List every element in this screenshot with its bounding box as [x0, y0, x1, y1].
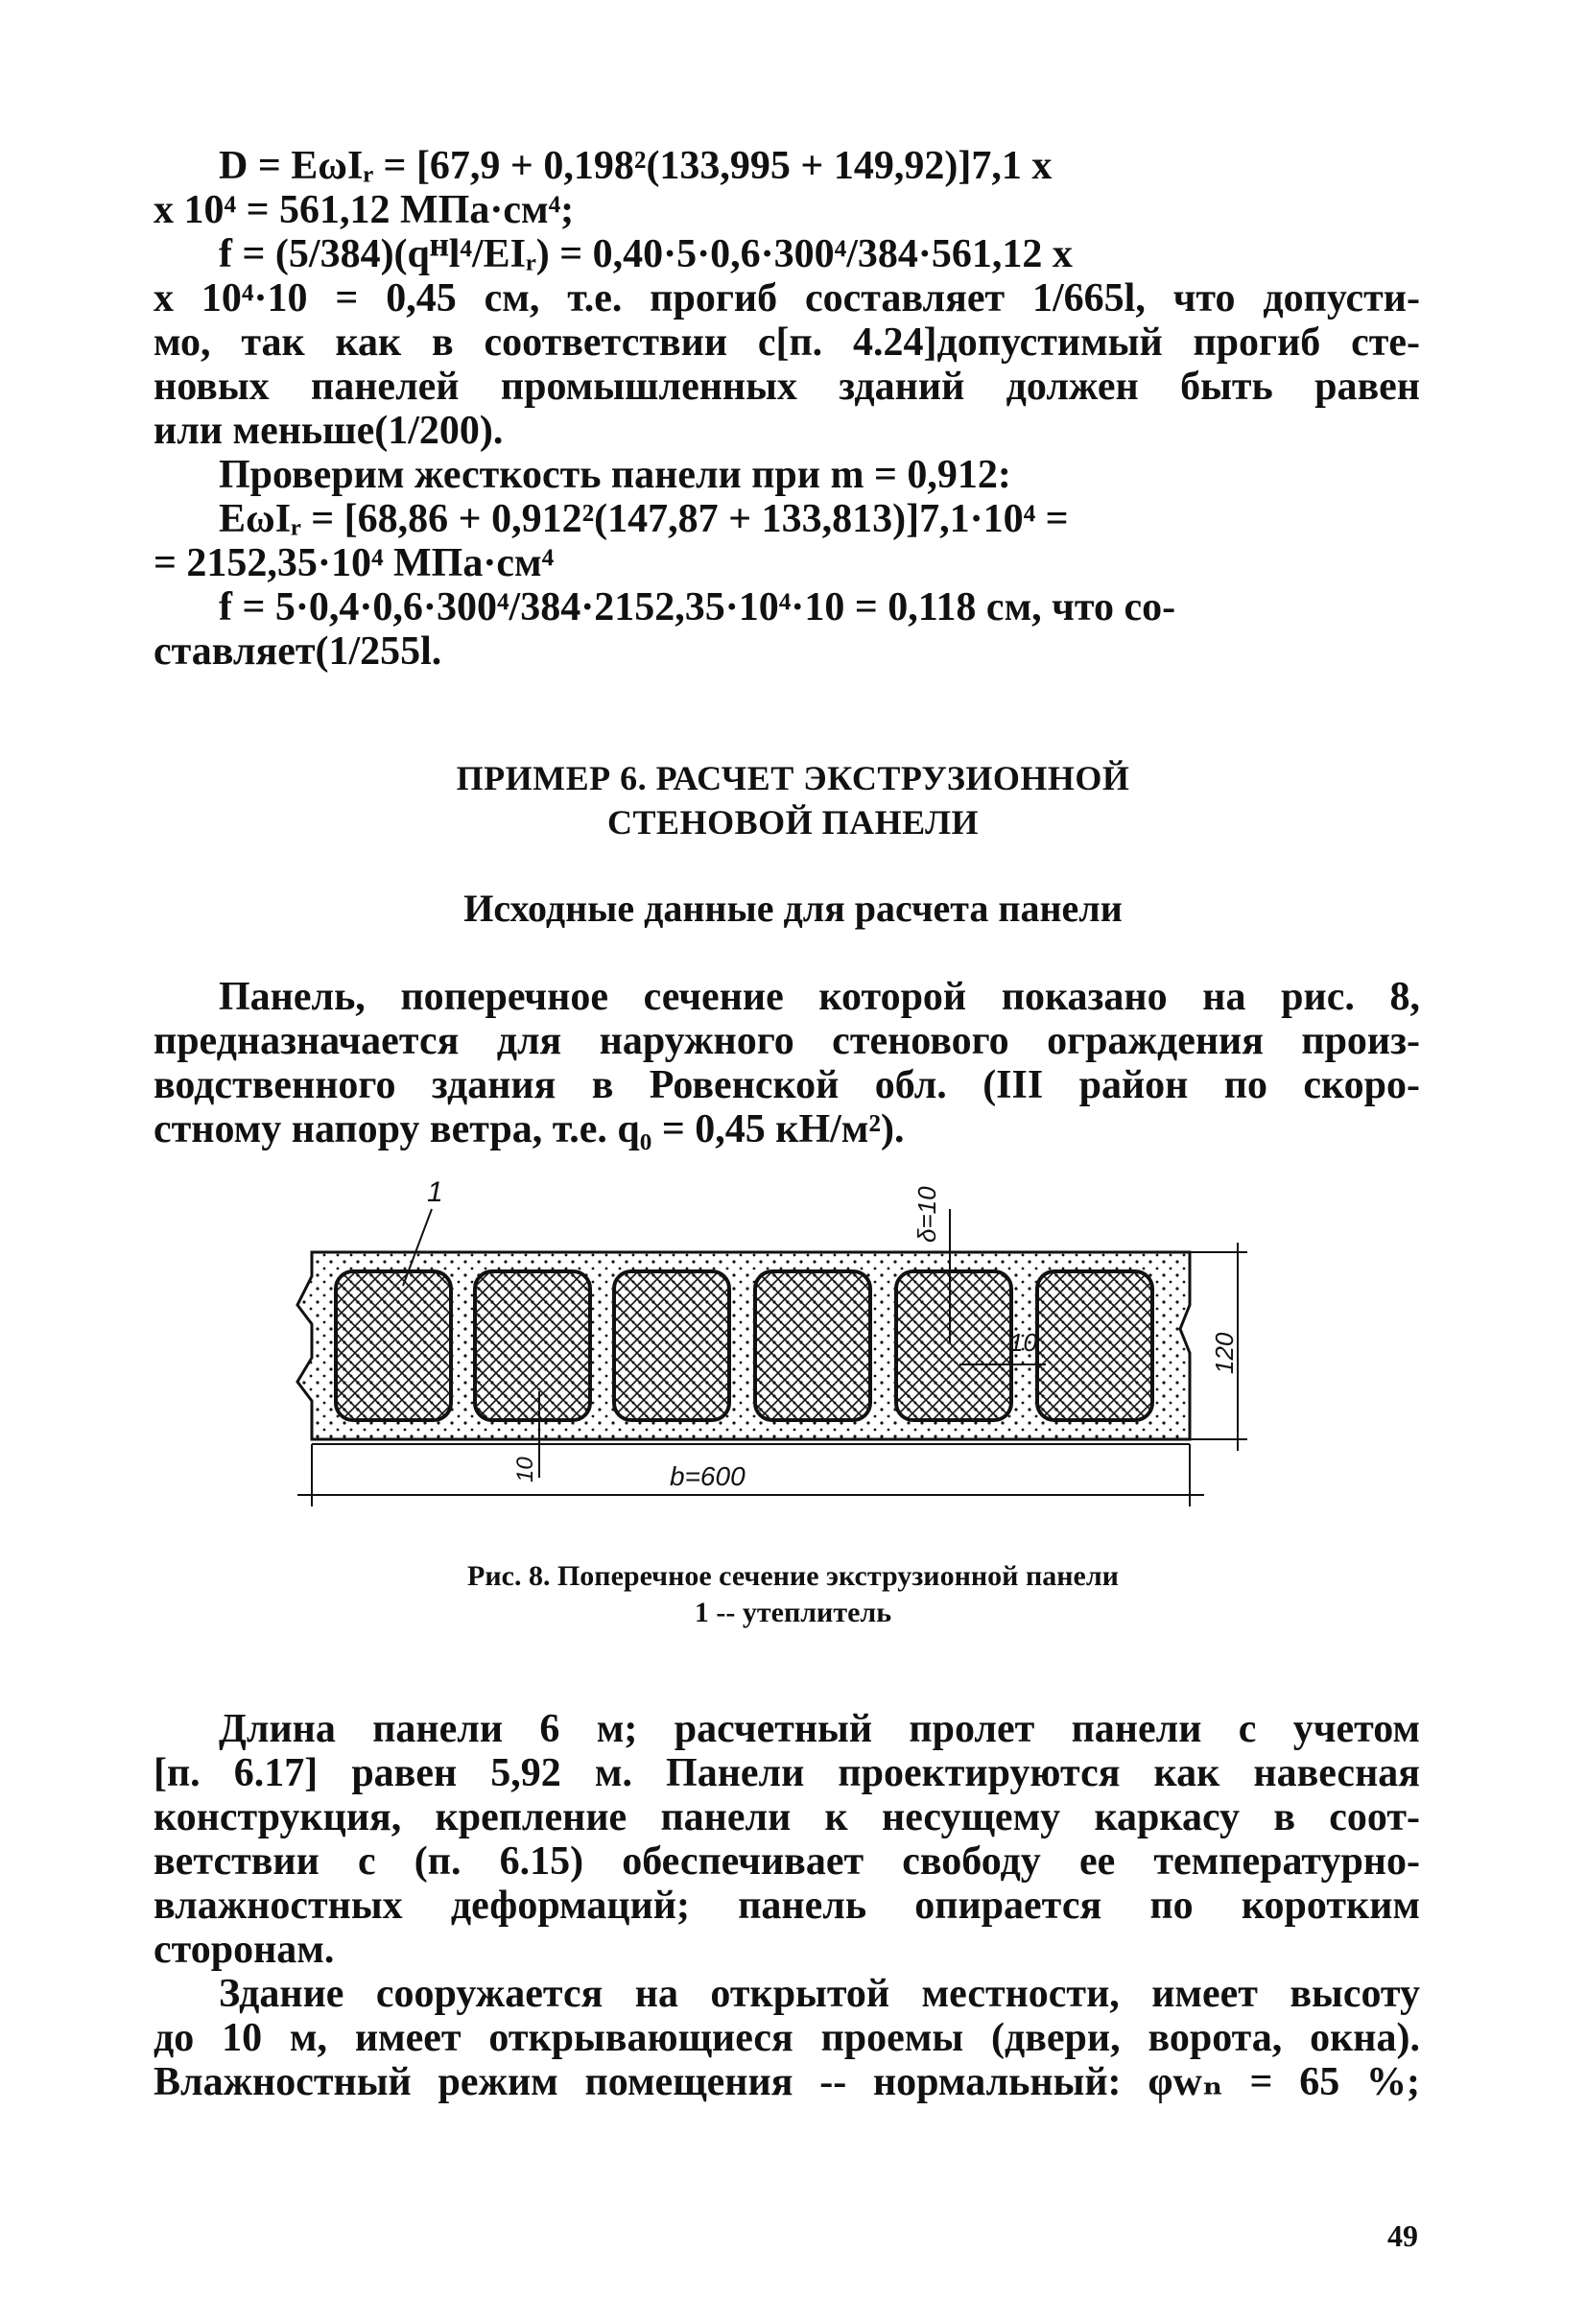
- panel-cross-section-figure: [288, 1151, 1247, 1535]
- paragraph-line: Панель, поперечное сечение которой показано на рис. 8,: [219, 975, 1420, 1019]
- paragraph-line: x 10⁴·10 = 0,45 см, т.е. прогиб составляет 1/665l, что допусти-: [154, 276, 1420, 320]
- label-width: b=600: [670, 1461, 746, 1491]
- formula-line: f = 5·0,4·0,6·300⁴/384·2152,35·10⁴·10 = 0,118 см, что со-: [219, 585, 1176, 629]
- subheading: Исходные данные для расчета панели: [463, 887, 1123, 930]
- formula-line: f = (5/384)(qᴴl⁴/EIᵣ) = 0,40·5·0,6·300⁴/384·561,12 x: [219, 232, 1073, 276]
- label-height: 120: [1210, 1332, 1239, 1374]
- paragraph-line: или меньше(1/200).: [154, 409, 504, 453]
- insulation-cell: [1037, 1271, 1152, 1420]
- insulation-cell: [896, 1271, 1011, 1420]
- insulation-cell: [614, 1271, 729, 1420]
- paragraph-line: ставляет(1/255l.: [154, 629, 442, 674]
- paragraph-line: [п. 6.17] равен 5,92 м. Панели проектируются как навесная: [154, 1751, 1420, 1795]
- paragraph-line: предназначается для наружного стенового ограждения произ-: [154, 1019, 1420, 1063]
- label-delta: δ=10: [912, 1186, 941, 1243]
- section-heading: ПРИМЕР 6. РАСЧЕТ ЭКСТРУЗИОННОЙ: [456, 759, 1130, 797]
- paragraph-line: Здание сооружается на открытой местности, имеет высоту: [219, 1972, 1420, 2016]
- page-number: 49: [1387, 2218, 1418, 2253]
- paragraph-line: стному напору ветра, т.е. q₀ = 0,45 кН/м²).: [154, 1107, 905, 1151]
- formula-line: = 2152,35·10⁴ МПа·см⁴: [154, 541, 555, 585]
- insulation-cell: [336, 1271, 451, 1420]
- formula-line: EωIᵣ = [68,86 + 0,912²(147,87 + 133,813)]7,1·10⁴ =: [219, 497, 1069, 541]
- paragraph-line: Влажностный режим помещения -- нормальный: φwₙ = 65 %;: [154, 2060, 1420, 2104]
- insulation-cell: [475, 1271, 590, 1420]
- formula-line: x 10⁴ = 561,12 МПа·см⁴;: [154, 188, 575, 232]
- insulation-cell: [755, 1271, 870, 1420]
- paragraph-line: сторонам.: [154, 1928, 335, 1972]
- section-heading: СТЕНОВОЙ ПАНЕЛИ: [607, 803, 979, 842]
- label-bottom-wall: 10: [512, 1457, 538, 1482]
- label-insulation: 1: [427, 1176, 443, 1208]
- paragraph-line: Проверим жесткость панели при m = 0,912:: [219, 453, 1011, 497]
- paragraph-line: Длина панели 6 м; расчетный пролет панели с учетом: [219, 1707, 1420, 1751]
- paragraph-line: конструкция, крепление панели к несущему каркасу в соот-: [154, 1795, 1420, 1839]
- paragraph-line: новых панелей промышленных зданий должен быть равен: [154, 365, 1420, 409]
- paragraph-line: водственного здания в Ровенской обл. (III район по скоро-: [154, 1063, 1420, 1107]
- paragraph-line: ветствии с (п. 6.15) обеспечивает свободу ее температурно-: [154, 1839, 1420, 1884]
- figure-caption-legend: 1 -- утеплитель: [694, 1597, 892, 1628]
- formula-line: D = EωIᵣ = [67,9 + 0,198²(133,995 + 149,92)]7,1 x: [219, 144, 1053, 188]
- paragraph-line: мо, так как в соответствии с[п. 4.24]допустимый прогиб сте-: [154, 320, 1420, 365]
- figure-caption: Рис. 8. Поперечное сечение экструзионной панели: [467, 1560, 1119, 1592]
- paragraph-line: до 10 м, имеет открывающиеся проемы (двери, ворота, окна).: [154, 2016, 1420, 2060]
- label-inner-wall: 10: [1009, 1328, 1037, 1357]
- paragraph-line: влажностных деформаций; панель опирается по коротким: [154, 1884, 1420, 1928]
